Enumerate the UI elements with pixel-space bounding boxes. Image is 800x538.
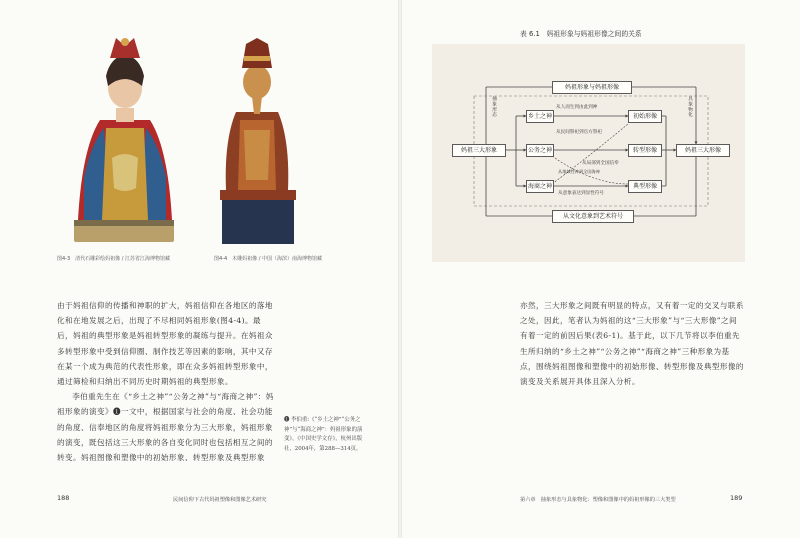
left-body-text (57, 298, 275, 465)
arrow-label-mid-lower: 从局部到全国信奉 (582, 161, 619, 166)
box-initial-image: 初始形像 (628, 110, 662, 123)
running-footer-left: 民间信仰下古代妈祖塑像和图像艺术研究 (173, 497, 267, 503)
right-page (402, 0, 800, 538)
arrow-label-top: 从人而生到由此到神 (556, 105, 598, 110)
relationship-diagram (432, 44, 745, 262)
left-vertical-label: 抽象形态 (491, 96, 496, 118)
box-maritime-deity: 海商之神 (526, 180, 554, 193)
mazu-wooden-statue-photo (214, 30, 300, 246)
mazu-stone-statue-photo (60, 28, 190, 246)
footnote: ❶ 李伯重:《“乡土之神”“公务之神”与“海商之神”：妈祖形象的演变》，《中国史学文存》，杭州出版社，2004年，第288—314页。 (284, 417, 363, 452)
bottom-box: 从文化意象到艺术符号 (552, 210, 634, 223)
box-transitional-image: 转型形像 (628, 144, 662, 157)
running-footer-right: 第六章 抽象形态与具象物化：塑像和图像中的妈祖形像的三大类型 (520, 497, 676, 503)
figure-caption-4-3: 图4-3 清代石雕彩绘妈祖像 / 江苏省江海博物馆藏 (57, 256, 171, 262)
arrow-label-bottom: 从意象表达到显性符号 (558, 191, 604, 196)
box-typical-image: 典型形像 (628, 180, 662, 193)
box-local-deity: 乡土之神 (526, 110, 554, 123)
arrow-label-mid-upper: 从民间祭祀到官方祭祀 (556, 130, 602, 135)
right-vertical-label: 具象物化 (687, 96, 692, 118)
paragraph: 李伯重先生在《“乡土之神”“公务之神”与“海商之神”：妈祖形象的演变》❶一文中，根据国家与社会的角度、社会功能的角度、信奉地区的角度将妈祖形象分为三大形象，妈祖形象的演变，既包括这三大形象的各自变化同时也包括相互之间的转变。妈祖图像和塑像中的初始形象、转型形象及典型形象 (57, 392, 274, 463)
left-page (0, 0, 398, 538)
box-official-deity: 公务之神 (526, 144, 554, 157)
paragraph: 亦然，三大形象之间既有明显的特点，又有着一定的交叉与联系之处，因此，笔者认为妈祖的这“三大形象”与“三大形像”之间有着一定的前因后果(表6-1)。基于此，以下几节将以李伯重先生所归纳的“乡土之神”“公务之神”“海商之神”三种形象为基点，围绕妈祖图像和塑像中的初始形像、转型形像及典型形像的演变及关系展开具体且深入分析。 (520, 301, 744, 387)
arrow-label-diagonal: 从地域性神到全国海神 (558, 169, 600, 174)
page-number-left: 188 (57, 494, 70, 502)
right-box: 妈祖三大形像 (676, 144, 730, 157)
page-number-right: 189 (730, 494, 743, 502)
left-box: 妈祖三大形象 (452, 144, 506, 157)
top-box: 妈祖形象与妈祖形像 (552, 81, 632, 94)
right-body-text (520, 298, 744, 389)
figure-caption-4-4: 图4-4 木雕妈祖像 / 中国（海滨）南海博物馆藏 (214, 256, 323, 262)
table-title: 表 6.1 妈祖形象与妈祖形像之间的关系 (520, 30, 642, 38)
paragraph: 由于妈祖信仰的传播和神职的扩大，妈祖信仰在各地区的落地化和在地发展之后，出现了不尽相同妈祖形象(图4-4)。最后，妈祖的典型形象是妈祖转型形象的凝练与提升。在妈祖众多转型形象中受到信仰圈、制作技艺等因素的影响，其中又存在某一个成为典范的代表性形象，即在众多妈祖转型形象中，通过筛检和归纳出不同历史时期妈祖的典型形象。 (57, 301, 273, 387)
